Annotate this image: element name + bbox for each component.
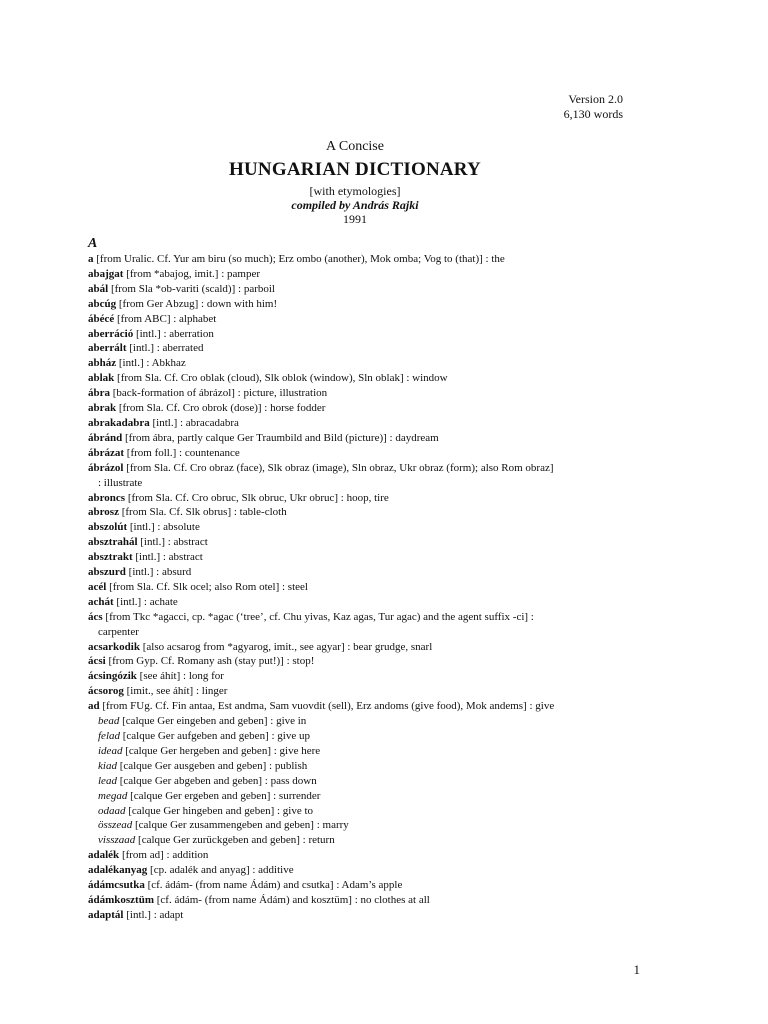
headword: ácsi <box>88 655 106 668</box>
definition: [intl.] : achate <box>113 595 178 608</box>
dictionary-entry <box>88 893 648 908</box>
headword: aberráció <box>88 327 134 340</box>
headword: felad <box>98 730 120 742</box>
definition: [cf. ádám- (from name Ádám) and kosztüm] : no clothes at all <box>154 893 430 906</box>
headword: ádámcsutka <box>88 879 145 892</box>
headword: achát <box>88 595 114 608</box>
headword: ábránd <box>88 431 123 444</box>
definition: [from FUg. Cf. Fin antaa, Est andma, Sam vuovdit (sell), Erz andoms (give food), Mok andems] : give <box>99 700 555 713</box>
sub-entry <box>88 759 648 774</box>
dictionary-entry <box>88 610 648 625</box>
headword: ács <box>88 610 103 623</box>
definition: [see áhít] : long for <box>136 670 224 683</box>
definition: [calque Ger hingeben and geben] : give to <box>125 804 314 817</box>
definition: [from Sla. Cf. Cro obraz (face), Slk obraz (image), Sln obraz, Ukr obraz (form); also Rom obraz] <box>123 461 554 474</box>
definition: [from Sla *ob-variti (scald)] : parboil <box>108 282 275 295</box>
dictionary-title: HUNGARIAN DICTIONARY <box>229 159 481 180</box>
headword: lead <box>98 774 117 787</box>
dictionary-entry <box>88 312 648 327</box>
headword: acél <box>88 580 107 593</box>
dictionary-entry <box>88 341 648 356</box>
entry-continuation <box>88 625 648 640</box>
dictionary-entry <box>88 878 648 893</box>
definition: [intl.] : aberration <box>133 327 214 340</box>
headword: ádámkosztüm <box>88 893 155 906</box>
dictionary-entry <box>88 267 648 282</box>
definition: [intl.] : Abkhaz <box>116 357 186 370</box>
title-block <box>0 138 710 226</box>
headword: abszurd <box>88 566 126 579</box>
headword: abroncs <box>88 491 126 504</box>
headword: adalékanyag <box>88 864 148 877</box>
headword: ácsingózik <box>88 670 137 683</box>
sub-entry <box>88 833 648 848</box>
definition: [from Uralic. Cf. Yur am biru (so much); Erz ombo (another), Mok omba; Vog to (that)] : the <box>93 253 505 265</box>
definition: [from Sla. Cf. Slk ocel; also Rom otel] : steel <box>106 580 308 593</box>
publication-year: 1991 <box>343 212 367 226</box>
dictionary-entry <box>88 520 648 535</box>
definition: [intl.] : abstract <box>132 551 203 564</box>
definition: [calque Ger hergeben and geben] : give here <box>122 744 321 757</box>
headword: abház <box>88 357 117 370</box>
headword: összead <box>98 819 133 832</box>
definition: [cp. adalék and anyag] : additive <box>147 864 294 877</box>
dictionary-entry <box>88 580 648 595</box>
definition: [calque Ger abgeben and geben] : pass down <box>116 774 317 787</box>
dictionary-entry <box>88 401 648 416</box>
definition: [from ábra, partly calque Ger Traumbild and Bild (picture)] : daydream <box>122 431 439 444</box>
headword: megad <box>98 789 128 802</box>
version-label: Version 2.0 <box>568 92 623 106</box>
definition: [from Sla. Cf. Cro obruc, Slk obruc, Ukr obruc] : hoop, tire <box>125 491 389 504</box>
dictionary-entry <box>88 595 648 610</box>
headword: abajgat <box>88 267 124 280</box>
definition: [calque Ger ergeben and geben] : surrender <box>127 789 321 802</box>
continuation-text: : illustrate <box>98 476 143 489</box>
headword: abszolút <box>88 521 128 534</box>
compiler-credit: compiled by András Rajki <box>291 198 419 212</box>
title-prefix: A Concise <box>326 139 384 154</box>
entry-continuation <box>88 476 648 491</box>
headword: abrak <box>88 402 117 415</box>
sub-entry <box>88 729 648 744</box>
dictionary-entry <box>88 699 648 714</box>
dictionary-entry <box>88 356 648 371</box>
definition: [intl.] : aberrated <box>126 342 204 355</box>
headword: ábrázol <box>88 461 124 474</box>
definition: [intl.] : abracadabra <box>149 416 239 429</box>
definition: [from Ger Abzug] : down with him! <box>116 297 278 310</box>
subtitle: [with etymologies] <box>309 184 401 198</box>
definition: [calque Ger ausgeben and geben] : publish <box>116 759 308 772</box>
dictionary-entry <box>88 669 648 684</box>
headword: a <box>88 253 94 265</box>
dictionary-entry <box>88 565 648 580</box>
dictionary-entry <box>88 327 648 342</box>
word-count: 6,130 words <box>563 107 623 121</box>
dictionary-entry <box>88 640 648 655</box>
headword: odaad <box>98 804 126 817</box>
definition: [from Gyp. Cf. Romany ash (stay put!)] : stop! <box>105 655 315 668</box>
continuation-text: carpenter <box>98 625 139 638</box>
page-number: 1 <box>633 962 640 977</box>
headword: ábrázat <box>88 446 125 459</box>
definition: [cf. ádám- (from name Ádám) and csutka] : Adam’s apple <box>144 879 403 892</box>
headword: abál <box>88 282 109 295</box>
sub-entry <box>88 789 648 804</box>
dictionary-entry <box>88 252 648 267</box>
dictionary-entry <box>88 416 648 431</box>
definition: [from ad] : addition <box>119 849 209 862</box>
dictionary-entry <box>88 386 648 401</box>
headword: ad <box>88 700 100 713</box>
dictionary-entry <box>88 550 648 565</box>
definition: [from Tkc *agacci, cp. *agac (‘tree’, cf. Chu yivas, Kaz agas, Tur agac) and the agent suffix -ci] : <box>102 610 534 623</box>
sub-entry <box>88 714 648 729</box>
definition: [from Sla. Cf. Cro obrok (dose)] : horse fodder <box>116 402 326 415</box>
dictionary-entry <box>88 863 648 878</box>
dictionary-entry <box>88 654 648 669</box>
definition: [intl.] : abstract <box>137 536 208 549</box>
headword: abrakadabra <box>88 416 150 429</box>
dictionary-entry <box>88 297 648 312</box>
definition: [also acsarog from *agyarog, imit., see agyar] : bear grudge, snarl <box>139 640 433 653</box>
headword: absztrakt <box>88 551 133 564</box>
sub-entry <box>88 818 648 833</box>
dictionary-entry <box>88 431 648 446</box>
headword: ábécé <box>88 312 115 325</box>
dictionary-entry <box>88 908 648 923</box>
headword: adaptál <box>88 908 124 921</box>
dictionary-entries <box>88 236 648 923</box>
definition: [calque Ger eingeben and geben] : give in <box>119 715 307 728</box>
section-letter: A <box>88 236 98 251</box>
sub-entry <box>88 744 648 759</box>
headword: idead <box>98 744 123 757</box>
definition: [back-formation of ábrázol] : picture, illustration <box>110 387 328 400</box>
headword: bead <box>98 715 120 728</box>
definition: [intl.] : absolute <box>127 521 200 534</box>
headword: acsarkodik <box>88 640 140 653</box>
definition: [calque Ger zurückgeben and geben] : return <box>135 834 335 847</box>
headword: aberrált <box>88 342 127 355</box>
definition: [from Sla. Cf. Cro oblak (cloud), Slk oblok (window), Sln oblak] : window <box>114 372 448 385</box>
dictionary-entry <box>88 282 648 297</box>
definition: [intl.] : adapt <box>123 908 184 921</box>
sub-entry <box>88 804 648 819</box>
definition: [from ABC] : alphabet <box>114 312 217 325</box>
headword: absztrahál <box>88 536 138 549</box>
dictionary-entry <box>88 446 648 461</box>
definition: [imit., see áhít] : linger <box>123 685 228 698</box>
headword: kiad <box>98 759 117 772</box>
dictionary-entry <box>88 684 648 699</box>
definition: [intl.] : absurd <box>125 566 192 579</box>
headword: ablak <box>88 372 115 385</box>
headword: abcúg <box>88 297 117 310</box>
dictionary-entry <box>88 371 648 386</box>
headword: ábra <box>88 387 110 400</box>
dictionary-entry <box>88 505 648 520</box>
definition: [from foll.] : countenance <box>124 446 240 459</box>
headword: abrosz <box>88 506 119 519</box>
version-info <box>564 92 623 122</box>
headword: ácsorog <box>88 685 124 698</box>
sub-entry <box>88 774 648 789</box>
headword: visszaad <box>98 834 136 847</box>
definition: [from *abajog, imit.] : pamper <box>123 267 260 280</box>
dictionary-entry <box>88 491 648 506</box>
definition: [from Sla. Cf. Slk obrus] : table-cloth <box>118 506 287 519</box>
dictionary-entry <box>88 461 648 476</box>
headword: adalék <box>88 849 120 862</box>
definition: [calque Ger aufgeben and geben] : give up <box>120 730 310 742</box>
dictionary-entry <box>88 848 648 863</box>
dictionary-entry <box>88 535 648 550</box>
definition: [calque Ger zusammengeben and geben] : marry <box>132 819 349 832</box>
